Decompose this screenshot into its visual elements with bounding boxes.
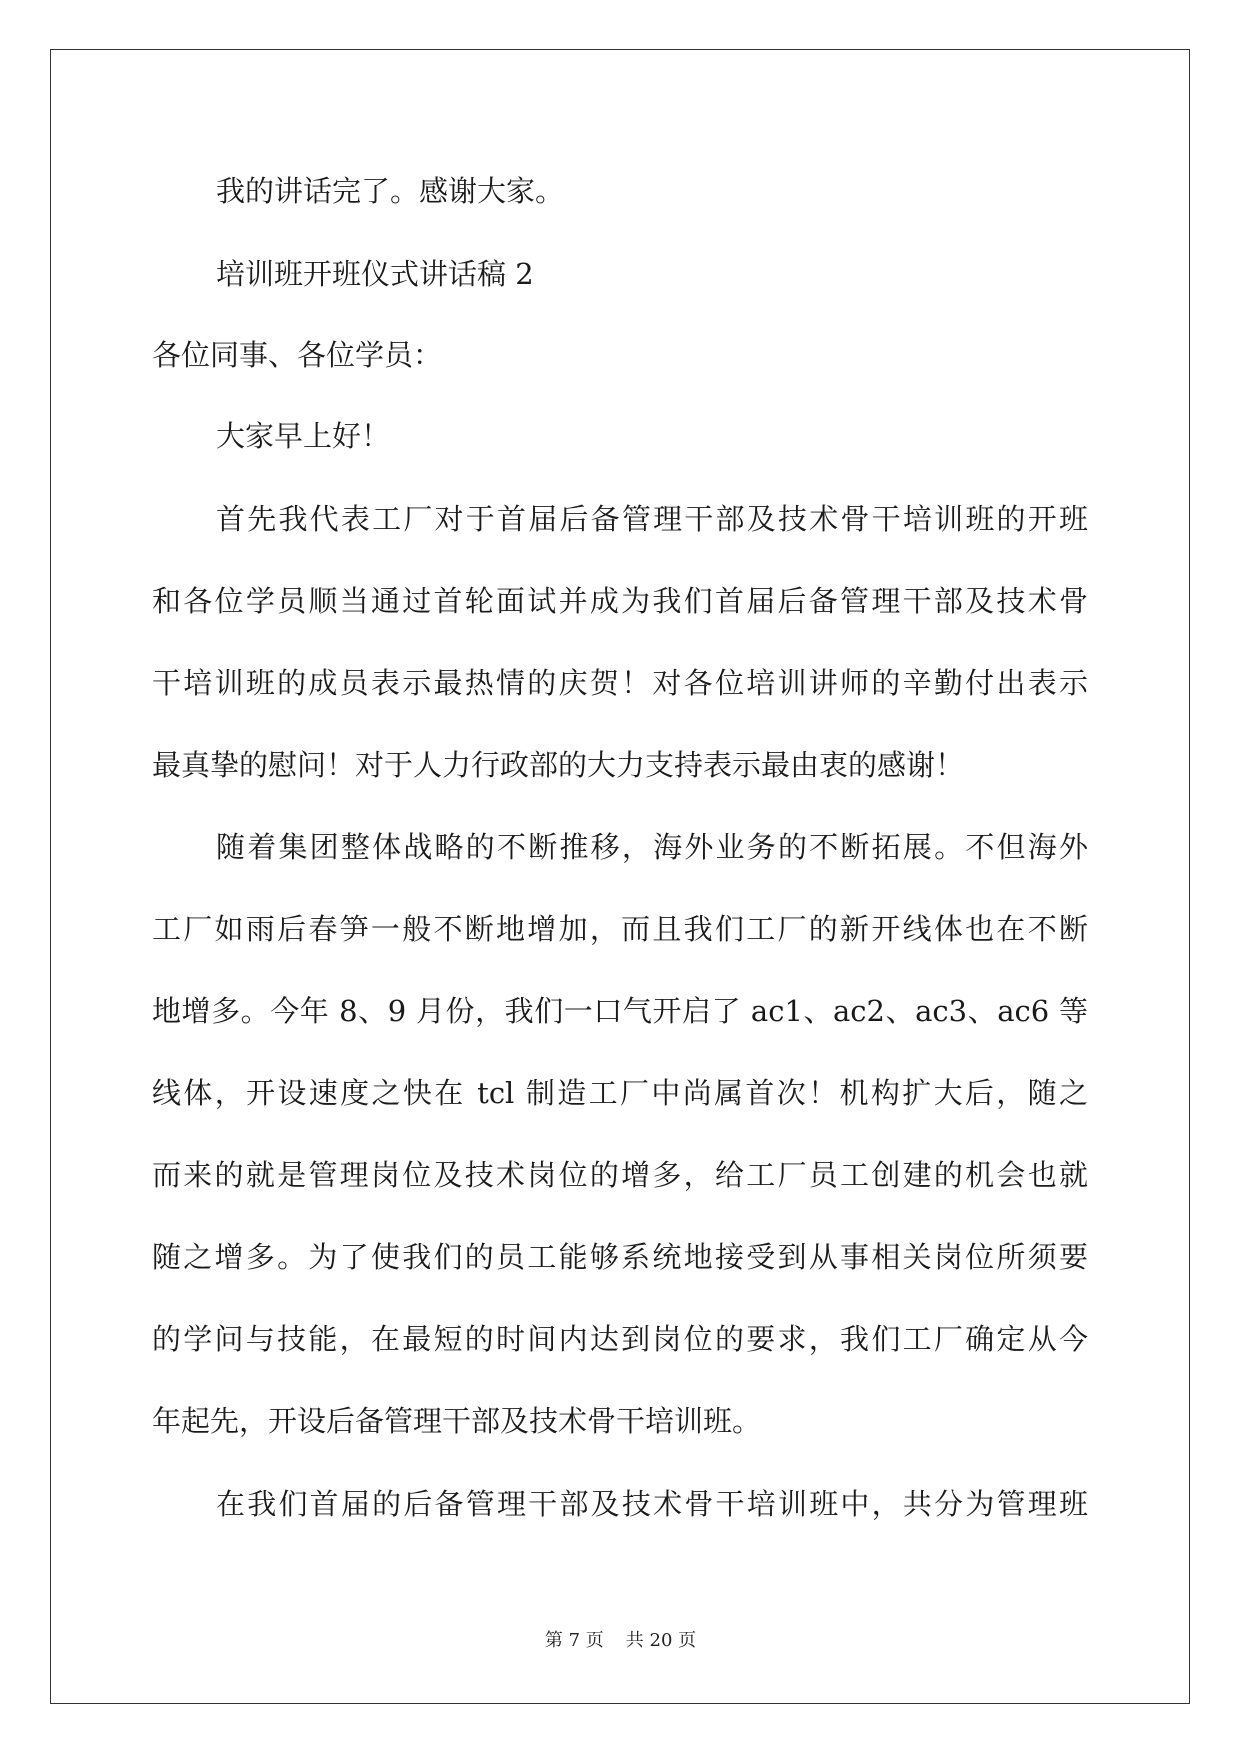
paragraph-line: 而来的就是管理岗位及技术岗位的增多，给工厂员工创建的机会也就: [152, 1158, 1088, 1192]
paragraph-line: 最真挚的慰问！对于人力行政部的大力支持表示最由衷的感谢！: [152, 748, 965, 782]
paragraph-line: 地增多。今年 8、9 月份，我们一口气开启了 ac1、ac2、ac3、ac6 等: [152, 994, 1088, 1028]
page-total: 共 20 页: [625, 1630, 697, 1651]
paragraph-line: 随着集团整体战略的不断推移，海外业务的不断拓展。不但海外: [216, 830, 1088, 864]
paragraph-line: 随之增多。为了使我们的员工能够系统地接受到从事相关岗位所须要: [152, 1240, 1088, 1274]
closing-line: 我的讲话完了。感谢大家。: [216, 174, 565, 208]
page-number: 第 7 页: [544, 1630, 604, 1651]
paragraph-line: 在我们首届的后备管理干部及技术骨干培训班中，共分为管理班: [216, 1487, 1088, 1521]
paragraph-line: 干培训班的成员表示最热情的庆贺！对各位培训讲师的辛勤付出表示: [152, 666, 1088, 700]
paragraph-line: 的学问与技能，在最短的时间内达到岗位的要求，我们工厂确定从今: [152, 1322, 1088, 1356]
paragraph-line: 首先我代表工厂对于首届后备管理干部及技术骨干培训班的开班: [216, 502, 1088, 536]
paragraph-line: 线体，开设速度之快在 tcl 制造工厂中尚属首次！机构扩大后，随之: [152, 1076, 1088, 1110]
page-border: [50, 49, 1190, 1704]
paragraph-line: 年起先，开设后备管理干部及技术骨干培训班。: [152, 1404, 762, 1438]
salutation: 各位同事、各位学员：: [152, 338, 443, 372]
paragraph-line: 和各位学员顺当通过首轮面试并成为我们首届后备管理干部及技术骨: [152, 584, 1088, 618]
greeting: 大家早上好！: [216, 419, 391, 453]
paragraph-line: 工厂如雨后春笋一般不断地增加，而且我们工厂的新开线体也在不断: [152, 912, 1088, 946]
page-footer: [0, 1630, 1241, 1652]
section-title: 培训班开班仪式讲话稿 2: [216, 257, 534, 291]
